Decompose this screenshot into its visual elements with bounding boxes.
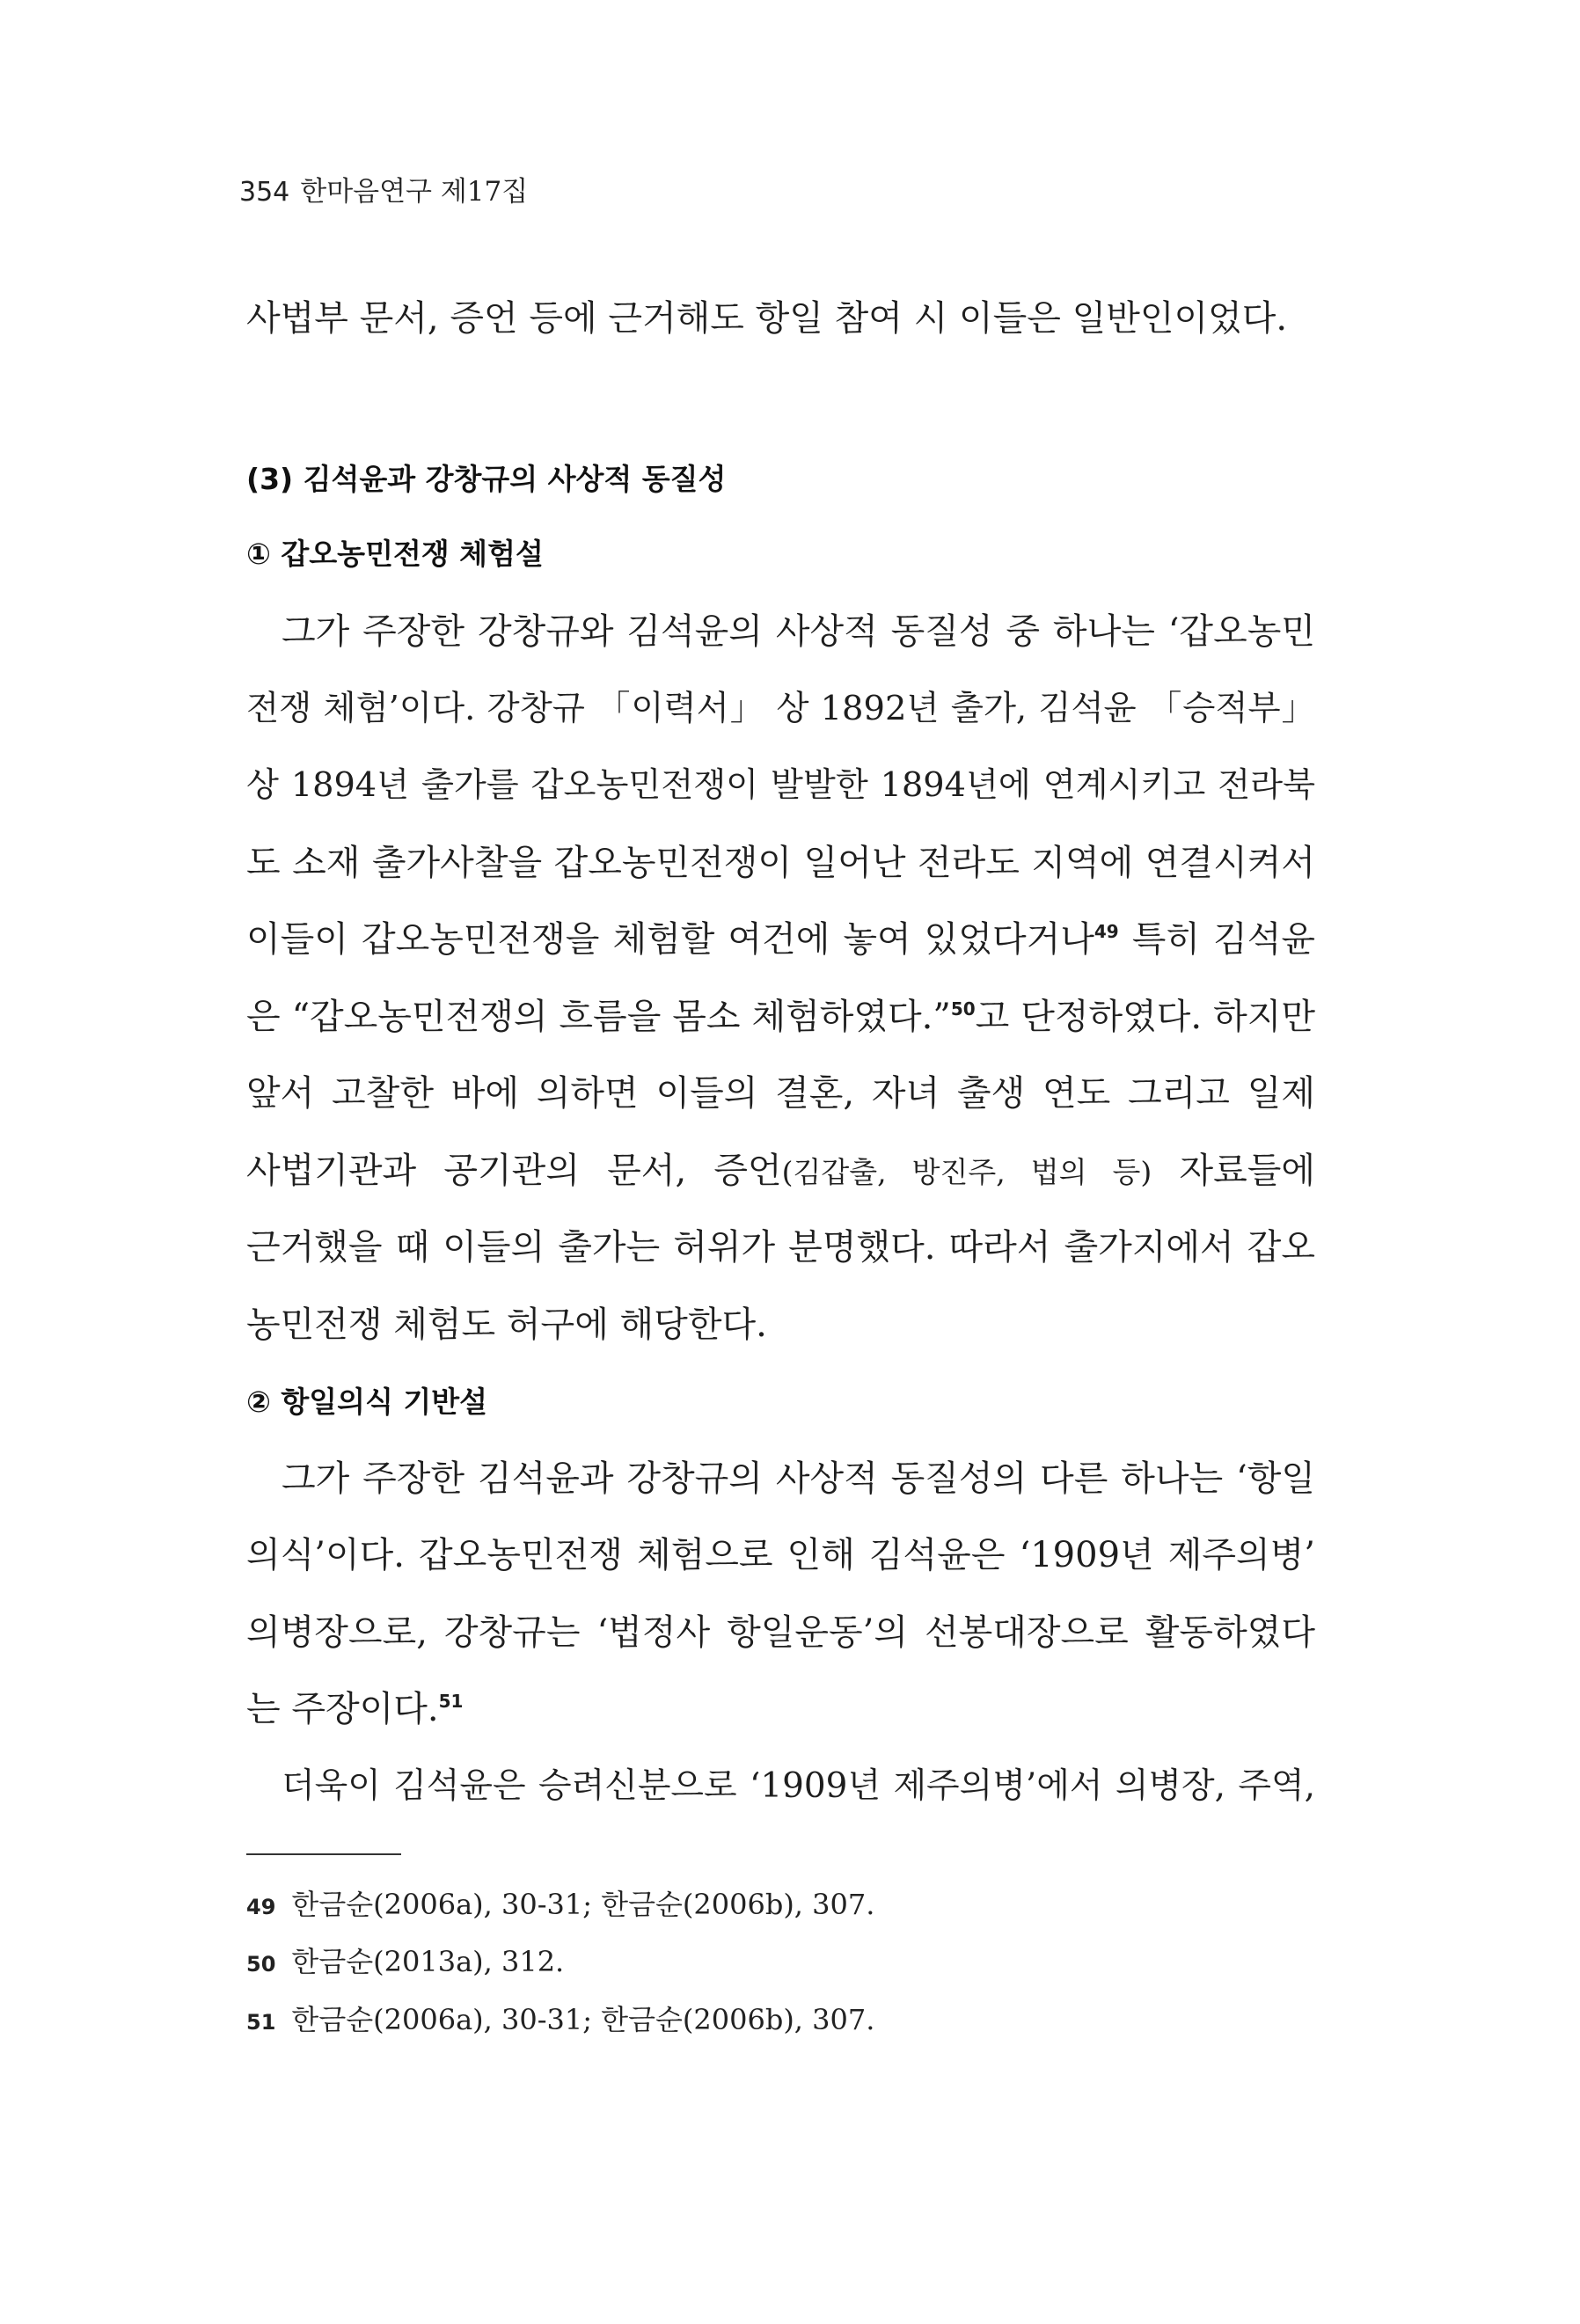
footnote-text: 한금순(2006a), 30-31; 한금순(2006b), 307. (291, 1888, 875, 1921)
section-heading: (3) 김석윤과 강창규의 사상적 동질성 (246, 462, 727, 496)
footnote-50 (246, 1942, 564, 1984)
running-header (239, 169, 528, 208)
paragraph-line: 앞서 고찰한 바에 의하면 이들의 결혼, 자녀 출생 연도 그리고 일제 (246, 1073, 1315, 1114)
footnote-separator (246, 1853, 401, 1855)
paragraph-line: 농민전쟁 체험도 허구에 해당한다. (246, 1305, 767, 1345)
footnote-51 (246, 2000, 874, 2042)
paragraph-line: 그가 주장한 강창규와 김석윤의 사상적 동질성 중 하나는 ‘갑오농민 (282, 611, 1315, 652)
paragraph-line: 도 소재 출가사찰을 갑오농민전쟁이 일어난 전라도 지역에 연결시켜서 (246, 843, 1315, 883)
line-text: 사법기관과 공기관의 문서, 증언 (246, 1151, 782, 1191)
footnote-text: 한금순(2013a), 312. (291, 1945, 565, 1978)
footnote-number: 49 (246, 1895, 276, 1919)
paragraph-line: 근거했을 때 이들의 출가는 허위가 분명했다. 따라서 출가지에서 갑오 (246, 1227, 1315, 1268)
line-text: 자료들에 (1152, 1151, 1315, 1191)
paragraph-line (246, 1146, 1315, 1197)
paragraph-line (246, 992, 1315, 1041)
footnote-ref-49[interactable]: 49 (1094, 921, 1119, 942)
footnote-text: 한금순(2006a), 30-31; 한금순(2006b), 307. (291, 2003, 875, 2036)
line-text: 고 단정하였다. 하지만 (975, 997, 1315, 1037)
paragraph-line: 더욱이 김석윤은 승려신분으로 ‘1909년 제주의병’에서 의병장, 주역, (282, 1766, 1315, 1806)
footnote-49 (246, 1885, 874, 1926)
line-text: 이들이 갑오농민전쟁을 체험할 여건에 놓여 있었다거나 (246, 919, 1094, 960)
line-text: 특히 김석윤 (1118, 919, 1315, 960)
intro-paragraph-line: 사법부 문서, 증언 등에 근거해도 항일 참여 시 이들은 일반인이었다. (246, 298, 1288, 339)
parenthetical-note: (김갑출, 방진주, 법의 등) (781, 1155, 1152, 1189)
page-number: 354 (239, 177, 290, 208)
paragraph-line: 전쟁 체험’이다. 강창규 「이력서」 상 1892년 출가, 김석윤 「승적부」 (246, 689, 1315, 728)
footnote-number: 51 (246, 2010, 276, 2035)
line-text: 은 “갑오농민전쟁의 흐름을 몸소 체험하였다.” (246, 997, 951, 1037)
subsection-heading-2: ② 항일의식 기반설 (246, 1385, 488, 1419)
paragraph-line: 그가 주장한 김석윤과 강창규의 사상적 동질성의 다른 하나는 ‘항일 (282, 1458, 1315, 1499)
journal-title: 한마음연구 제17집 (300, 176, 529, 208)
footnote-number: 50 (246, 1952, 276, 1977)
subsection-heading-1: ① 갑오농민전쟁 체험설 (246, 537, 544, 571)
paragraph-line: 상 1894년 출가를 갑오농민전쟁이 발발한 1894년에 연계시키고 전라북 (246, 766, 1315, 805)
footnote-ref-50[interactable]: 50 (950, 998, 976, 1019)
line-text: 는 주장이다. (246, 1689, 439, 1729)
paragraph-line (246, 1685, 1315, 1734)
paragraph-line: 의식’이다. 갑오농민전쟁 체험으로 인해 김석윤은 ‘1909년 제주의병’ (246, 1535, 1315, 1575)
paragraph-line (246, 915, 1315, 964)
paragraph-line: 의병장으로, 강창규는 ‘법정사 항일운동’의 선봉대장으로 활동하였다 (246, 1612, 1315, 1653)
footnote-ref-51[interactable]: 51 (438, 1691, 464, 1712)
